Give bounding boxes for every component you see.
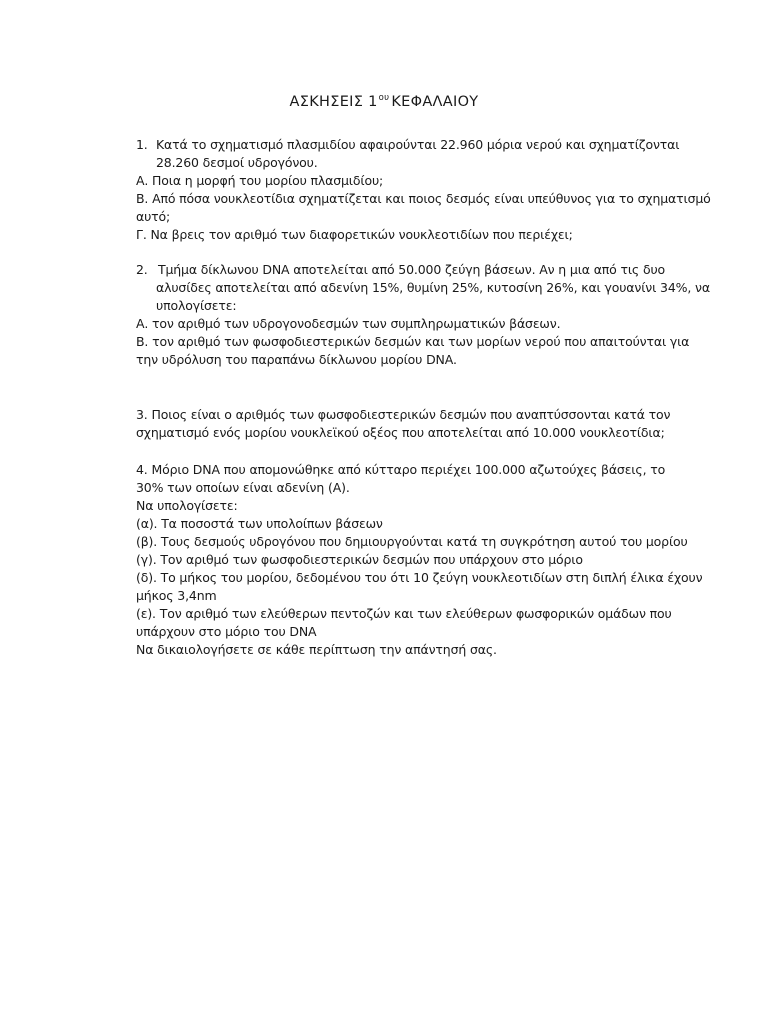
exercise-2-number: 2. [136, 262, 148, 277]
exercise-2-line-3: υπολογίσετε: [156, 298, 237, 313]
exercise-4-question-e-line-1: (ε). Τον αριθμό των ελεύθερων πεντοζών και των ελεύθερων φωσφορικών ομάδων που [136, 606, 672, 621]
exercise-2-question-a: Α. τον αριθμό των υδρογονοδεσμών των συμπληρωματικών βάσεων. [136, 316, 561, 331]
exercise-1-number: 1. [136, 137, 148, 152]
exercise-4-line-1: 4. Μόριο DNA που απομονώθηκε από κύτταρο περιέχει 100.000 αζωτούχες βάσεις, το [136, 462, 666, 477]
exercise-3-line-2: σχηματισμό ενός μορίου νουκλεϊκού οξέος που αποτελείται από 10.000 νουκλεοτίδια; [136, 425, 665, 440]
exercise-4-question-d-line-1: (δ). Το μήκος του μορίου, δεδομένου του ότι 10 ζεύγη νουκλεοτιδίων στη διπλή έλικα έχουν [136, 570, 703, 585]
exercise-4-question-e-line-2: υπάρχουν στο μόριο του DNA [136, 624, 317, 639]
exercise-1-question-a: Α. Ποια η μορφή του μορίου πλασμιδίου; [136, 173, 384, 188]
exercise-1-line-2: 28.260 δεσμοί υδρογόνου. [156, 155, 318, 170]
title-main: ΑΣΚΗΣΕΙΣ 1 [289, 94, 378, 110]
title-superscript: ου [378, 93, 390, 103]
exercise-1-question-c: Γ. Να βρεις τον αριθμό των διαφορετικών νουκλεοτιδίων που περιέχει; [136, 227, 573, 242]
exercise-4-question-c: (γ). Τον αριθμό των φωσφοδιεστερικών δεσμών που υπάρχουν στο μόριο [136, 552, 583, 567]
exercise-1 [136, 136, 711, 244]
exercise-2-question-b-line-1: Β. τον αριθμό των φωσφοδιεστερικών δεσμών και των μορίων νερού που απαιτούνται για [136, 334, 690, 349]
exercise-4-line-2: 30% των οποίων είναι αδενίνη (Α). [136, 480, 350, 495]
exercise-4-line-3: Να υπολογίσετε: [136, 498, 238, 513]
exercise-1-question-b-line-2: αυτό; [136, 209, 171, 224]
exercise-3 [136, 406, 671, 442]
exercise-4-question-b: (β). Τους δεσμούς υδρογόνου που δημιουργούνται κατά τη συγκρότηση αυτού του μορίου [136, 534, 688, 549]
exercise-4-question-d-line-2: μήκος 3,4nm [136, 588, 217, 603]
exercise-4-justify: Να δικαιολογήσετε σε κάθε περίπτωση την απάντησή σας. [136, 642, 497, 657]
exercise-2-question-b-line-2: την υδρόλυση του παραπάνω δίκλωνου μορίου DNA. [136, 352, 457, 367]
exercise-1-question-b-line-1: Β. Από πόσα νουκλεοτίδια σχηματίζεται και ποιος δεσμός είναι υπεύθυνος για το σχηματισμό [136, 191, 711, 206]
title-rest: ΚΕΦΑΛΑΙΟΥ [391, 94, 479, 110]
exercise-3-line-1: 3. Ποιος είναι ο αριθμός των φωσφοδιεστερικών δεσμών που αναπτύσσονται κατά τον [136, 407, 671, 422]
exercise-2-line-2: αλυσίδες αποτελείται από αδενίνη 15%, θυμίνη 25%, κυτοσίνη 26%, και γουανίνι 34%, να [156, 280, 710, 295]
exercise-4 [136, 461, 703, 659]
page-title [0, 93, 768, 110]
exercise-4-question-a: (α). Τα ποσοστά των υπολοίπων βάσεων [136, 516, 383, 531]
exercise-2 [136, 261, 710, 369]
exercise-1-line-1: Κατά το σχηματισμό πλασμιδίου αφαιρούνται 22.960 μόρια νερού και σχηματίζονται [156, 137, 680, 152]
exercise-2-line-1: Τμήμα δίκλωνου DNA αποτελείται από 50.000 ζεύγη βάσεων. Αν η μια από τις δυο [158, 262, 666, 277]
